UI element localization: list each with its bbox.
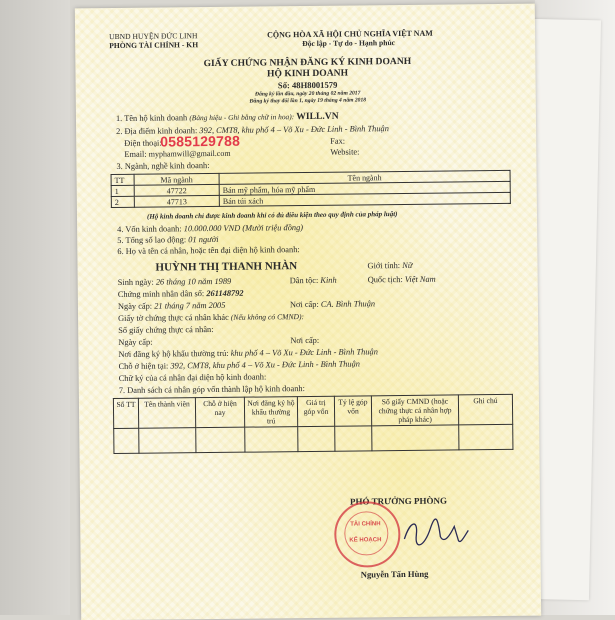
nation-line2: Độc lập - Tự do - Hạnh phúc: [302, 38, 396, 49]
contrib-header-member: Tên thành viên: [138, 398, 195, 429]
section-4: [117, 223, 303, 235]
certificate-paper: [75, 4, 541, 620]
nation-line1: CỘNG HÒA XÃ HỘI CHỦ NGHĨA VIỆT NAM: [267, 28, 433, 40]
s2-value: 392, CMT8, khu phố 4 – Võ Xu - Đức Linh - Bình Thuận: [199, 124, 389, 136]
official-stamp: [334, 501, 401, 568]
industry-name: Bán mỹ phẩm, hóa mỹ phẩm: [219, 181, 510, 195]
section-2: [116, 124, 389, 137]
current-label: Chỗ ở hiện tại:: [118, 361, 169, 371]
doc-title: GIẤY CHỨNG NHẬN ĐĂNG KÝ KINH DOANH: [203, 55, 412, 70]
background-left: [0, 0, 70, 615]
current-value: 392, CMT8, khu phố 4 – Võ Xu - Đức Linh - Bình Thuận: [170, 359, 361, 371]
contrib-header-row: [113, 394, 512, 428]
s4-label: 4. Vốn kinh doanh:: [117, 224, 182, 234]
contrib-header-rate: Tỷ lệ góp vốn: [334, 396, 371, 426]
gender-row: [367, 261, 412, 271]
issue-date-row: [118, 301, 226, 312]
ethnic-row: [290, 276, 337, 286]
signer-name: Nguyễn Tấn Hùng: [360, 568, 429, 580]
contrib-header-value: Giá trị góp vốn: [297, 396, 334, 426]
signature-scribble: [400, 514, 470, 551]
signoff-role: PHÓ TRƯỞNG PHÒNG: [349, 495, 448, 507]
phone-label: Điện thoại:: [124, 138, 162, 148]
gender-value: Nữ: [402, 260, 413, 271]
fax-label: Fax:: [330, 136, 346, 146]
s1-hint: (Bảng hiệu - Ghi bằng chữ in hoa):: [189, 112, 295, 123]
contrib-header-residence: Chỗ ở hiện nay: [195, 397, 244, 428]
dob-value: 26 tháng 10 năm 1989: [155, 276, 232, 287]
nationality-label: Quốc tịch:: [367, 275, 403, 285]
other-issue-place: Nơi cấp:: [290, 335, 320, 346]
industry-header-tt: TT: [111, 174, 134, 185]
industry-code: 47713: [134, 195, 219, 207]
s5-label: 5. Tổng số lao động:: [117, 235, 187, 245]
other-doc-no: Số giấy chứng thực cá nhân:: [118, 324, 214, 335]
reg-change: Đăng ký thay đổi lần 1, ngày 19 tháng 4 năm 2018: [249, 97, 367, 105]
reg-first: Đăng ký lần đầu, ngày 20 tháng 02 năm 2017: [255, 90, 361, 98]
stamp-text-top: TÀI CHÍNH: [350, 521, 381, 528]
section-1: [116, 112, 339, 124]
section-5: [117, 235, 218, 246]
other-issue-date: Ngày cấp:: [118, 337, 153, 347]
issue-place-label: Nơi cấp:: [289, 299, 319, 310]
industry-header-name: Tên ngành: [219, 170, 510, 184]
s1-label: 1. Tên hộ kinh doanh: [115, 113, 188, 124]
website-label: Website:: [330, 147, 360, 157]
other-doc-row: [118, 312, 304, 324]
issue-date-value: 21 tháng 7 năm 2005: [154, 300, 226, 311]
contrib-header-id: Số giấy CMND (hoặc chứng thực cá nhân hợp pháp khác): [371, 395, 458, 426]
s6-label: 6. Họ và tên cá nhân, hoặc tên đại diện hộ kinh doanh:: [117, 245, 300, 256]
owner-name: HUỲNH THỊ THANH NHÀN: [155, 260, 298, 274]
issue-place-value: CA. Bình Thuận: [320, 299, 376, 309]
business-name: WILL.VN: [296, 110, 339, 123]
signature-label: Chữ ký của cá nhân đại diện hộ kinh doanh:: [118, 372, 267, 383]
email-label: Email:: [124, 149, 147, 159]
residence-label: Nơi đăng ký hộ khẩu thường trú:: [118, 348, 229, 359]
industry-name: Bán túi xách: [219, 192, 510, 206]
other-doc-label: Giấy tờ chứng thực cá nhân khác: [118, 312, 229, 323]
industry-table: [111, 170, 511, 208]
ethnic-value: Kinh: [320, 275, 337, 285]
doc-subtitle: HỘ KINH DOANH: [266, 67, 349, 80]
gender-label: Giới tính:: [367, 261, 401, 271]
certificate-frame: [97, 22, 523, 606]
issue-date-label: Ngày cấp:: [117, 301, 153, 311]
ethnic-label: Dân tộc:: [289, 275, 319, 286]
contrib-header-hokhau: Nơi đăng ký hộ khẩu thường trú: [244, 397, 297, 428]
email-row: [124, 149, 230, 160]
issue-place-row: [290, 299, 375, 310]
phone-overlay: 0585129788: [160, 132, 241, 150]
industry-tt: 2: [111, 196, 134, 207]
table-row: [114, 424, 513, 453]
contrib-header-tt: Số TT: [113, 398, 138, 428]
industry-note: (Hộ kinh doanh chỉ được kinh doanh khi có đủ điều kiện theo quy định của pháp luật): [146, 210, 398, 221]
s5-value: 01 người: [188, 234, 219, 245]
email-value: myphamwill@gmail.com: [148, 148, 231, 159]
s3-label: 3. Ngành, nghề kinh doanh:: [116, 161, 210, 171]
s7-label: 7. Danh sách cá nhân góp vốn thành lập hộ kinh doanh:: [118, 384, 305, 395]
residence-row: [118, 347, 378, 360]
industry-code: 47722: [134, 184, 219, 196]
id-label: Chứng minh nhân dân số:: [117, 289, 205, 299]
contributors-table: [113, 394, 514, 454]
s4-value: 10.000.000 VND (Mười triệu đồng): [183, 223, 304, 234]
s2-label: 2. Địa điểm kinh doanh:: [116, 126, 198, 136]
other-doc-hint: (Nếu không có CMND):: [230, 312, 305, 322]
nationality-value: Việt Nam: [404, 274, 436, 284]
doc-number: Số: 48H8001579: [277, 79, 338, 91]
contrib-header-note: Ghi chú: [458, 394, 512, 425]
current-row: [119, 359, 360, 372]
agency-line2: PHÒNG TÀI CHÍNH - KH: [109, 40, 199, 51]
nationality-row: [368, 275, 436, 286]
stamp-text-bottom: KẾ HOẠCH: [349, 537, 382, 544]
industry-header-code: Mã ngành: [134, 173, 219, 185]
industry-tt: 1: [111, 185, 134, 196]
id-row: [118, 289, 244, 300]
residence-value: khu phố 4 – Võ Xu - Đức Linh - Bình Thuận: [230, 347, 378, 358]
dob-row: [118, 277, 232, 288]
agency-line1: UBND HUYỆN ĐỨC LINH: [109, 31, 198, 42]
dob-label: Sinh ngày:: [117, 277, 154, 287]
id-value: 261148792: [206, 288, 244, 299]
